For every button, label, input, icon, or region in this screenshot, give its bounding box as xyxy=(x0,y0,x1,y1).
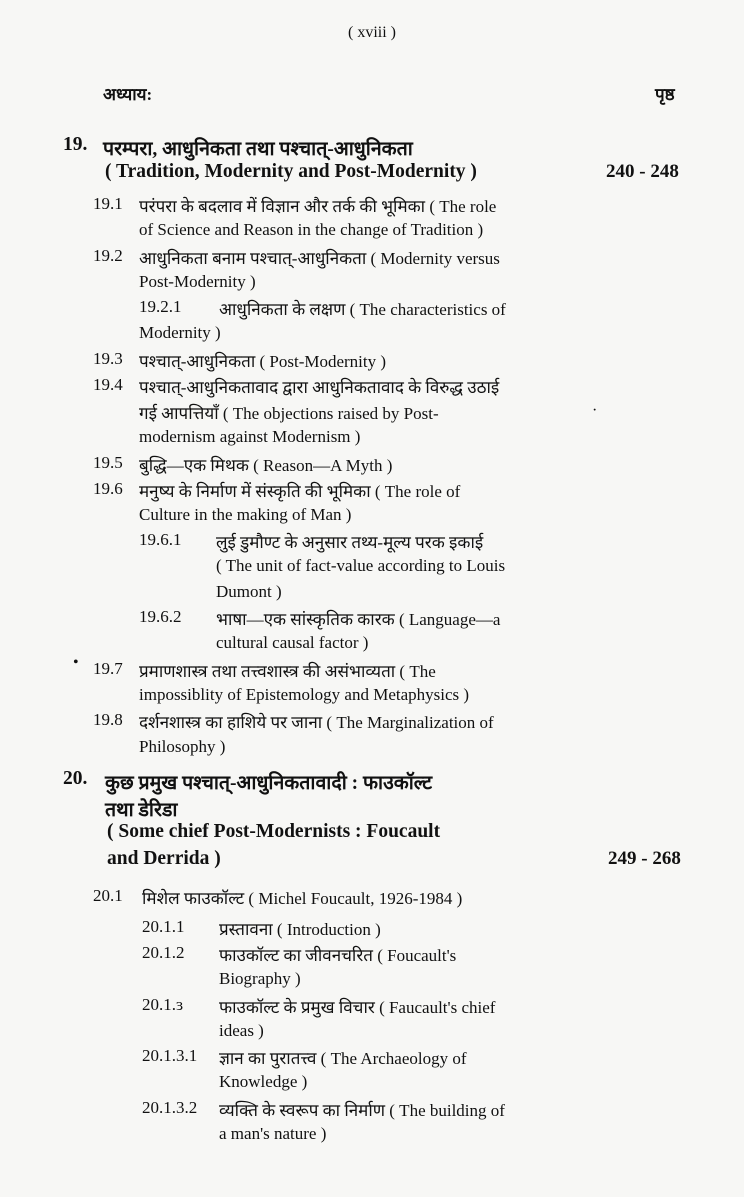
section-number: 19.3 xyxy=(93,349,123,368)
chapter-title-hindi-continued: तथा डेरिडा xyxy=(105,800,178,821)
subsection-title-continued: Knowledge ) xyxy=(219,1072,308,1091)
section-title-continued: modernism against Modernism ) xyxy=(139,427,361,446)
subsection-title-continued: cultural causal factor ) xyxy=(216,633,369,652)
subsection-title: ज्ञान का पुरातत्त्व ( The Archaeology of xyxy=(219,1049,467,1068)
section-title: आधुनिकता बनाम पश्चात्-आधुनिकता ( Modernity versus xyxy=(139,249,500,268)
subsection-title-continued: ideas ) xyxy=(219,1021,264,1040)
section-number: 19.5 xyxy=(93,453,123,472)
section-title: दर्शनशास्त्र का हाशिये पर जाना ( The Marginalization of xyxy=(139,713,494,732)
section-number: 19.7 xyxy=(93,659,123,678)
section-number: 19.8 xyxy=(93,710,123,729)
chapter-title-hindi: परम्परा, आधुनिकता तथा पश्चात्-आधुनिकता xyxy=(103,139,413,160)
chapter-title-hindi: कुछ प्रमुख पश्चात्-आधुनिकतावादी : फाउकॉल्ट xyxy=(105,773,433,794)
subsection-number: 20.1.1 xyxy=(142,917,185,936)
stray-mark: · xyxy=(592,402,598,419)
subsection-title: फाउकॉल्ट का जीवनचरित ( Foucault's xyxy=(219,946,457,965)
section-title-continued: Culture in the making of Man ) xyxy=(139,505,352,524)
subsection-number: 20.1.2 xyxy=(142,943,185,962)
subsection-title-continued: Dumont ) xyxy=(216,582,282,601)
subsection-number: 19.6.1 xyxy=(139,530,182,549)
subsection-title-continued: Modernity ) xyxy=(139,323,221,342)
subsection-number: 20.1.3.2 xyxy=(142,1098,198,1117)
chapter-page-range: 249 - 268 xyxy=(608,848,681,869)
subsection-title-continued: ( The unit of fact-value according to Louis xyxy=(216,556,506,575)
section-title-continued: impossiblity of Epistemology and Metaphysics ) xyxy=(139,685,470,704)
stray-mark: • xyxy=(73,654,79,671)
subsection-title: फाउकॉल्ट के प्रमुख विचार ( Faucault's chief xyxy=(219,998,496,1017)
section-number: 20.1 xyxy=(93,886,123,905)
section-title-continued: Post-Modernity ) xyxy=(139,272,256,291)
section-title-continued: गई आपत्तियाँ ( The objections raised by Post- xyxy=(139,404,439,423)
chapter-number: 19. xyxy=(63,134,88,155)
section-number: 19.2 xyxy=(93,246,123,265)
subsection-title-continued: Biography ) xyxy=(219,969,301,988)
subsection-title-continued: a man's nature ) xyxy=(219,1124,327,1143)
section-title: परंपरा के बदलाव में विज्ञान और तर्क की भूमिका ( The role xyxy=(139,197,497,216)
subsection-number: 20.1.ɜ xyxy=(142,995,184,1014)
chapter-title-english: ( Some chief Post-Modernists : Foucault xyxy=(107,821,441,842)
section-title: पश्चात्-आधुनिकतावाद द्वारा आधुनिकतावाद के विरुद्ध उठाई xyxy=(139,378,500,397)
page-number: ( xviii ) xyxy=(348,24,396,41)
subsection-number: 19.2.1 xyxy=(139,297,182,316)
chapter-column-label: अध्याय: xyxy=(103,85,153,104)
section-number: 19.4 xyxy=(93,375,123,394)
subsection-title: प्रस्तावना ( Introduction ) xyxy=(219,920,381,939)
chapter-number: 20. xyxy=(63,768,88,789)
page-column-label: पृष्ठ xyxy=(655,85,675,104)
section-title-continued: Philosophy ) xyxy=(139,737,226,756)
section-title: बुद्धि—एक मिथक ( Reason—A Myth ) xyxy=(139,456,393,475)
chapter-title-english: ( Tradition, Modernity and Post-Modernity ) xyxy=(105,161,477,182)
subsection-title: भाषा—एक सांस्कृतिक कारक ( Language—a xyxy=(216,610,501,629)
subsection-number: 19.6.2 xyxy=(139,607,182,626)
subsection-title: आधुनिकता के लक्षण ( The characteristics of xyxy=(219,300,506,319)
section-title: मिशेल फाउकॉल्ट ( Michel Foucault, 1926-1984 ) xyxy=(142,889,463,908)
section-title: मनुष्य के निर्माण में संस्कृति की भूमिका ( The role of xyxy=(139,482,461,501)
section-title: पश्चात्-आधुनिकता ( Post-Modernity ) xyxy=(139,352,387,371)
section-title: प्रमाणशास्त्र तथा तत्त्वशास्त्र की असंभाव्यता ( The xyxy=(139,662,436,681)
subsection-number: 20.1.3.1 xyxy=(142,1046,198,1065)
section-number: 19.6 xyxy=(93,479,123,498)
subsection-title: व्यक्ति के स्वरूप का निर्माण ( The building of xyxy=(219,1101,505,1120)
subsection-title: लुई डुमौण्ट के अनुसार तथ्य-मूल्य परक इकाई xyxy=(216,533,484,552)
chapter-title-english-continued: and Derrida ) xyxy=(107,848,221,869)
section-number: 19.1 xyxy=(93,194,123,213)
section-title-continued: of Science and Reason in the change of Tradition ) xyxy=(139,220,484,239)
chapter-page-range: 240 - 248 xyxy=(606,161,679,182)
